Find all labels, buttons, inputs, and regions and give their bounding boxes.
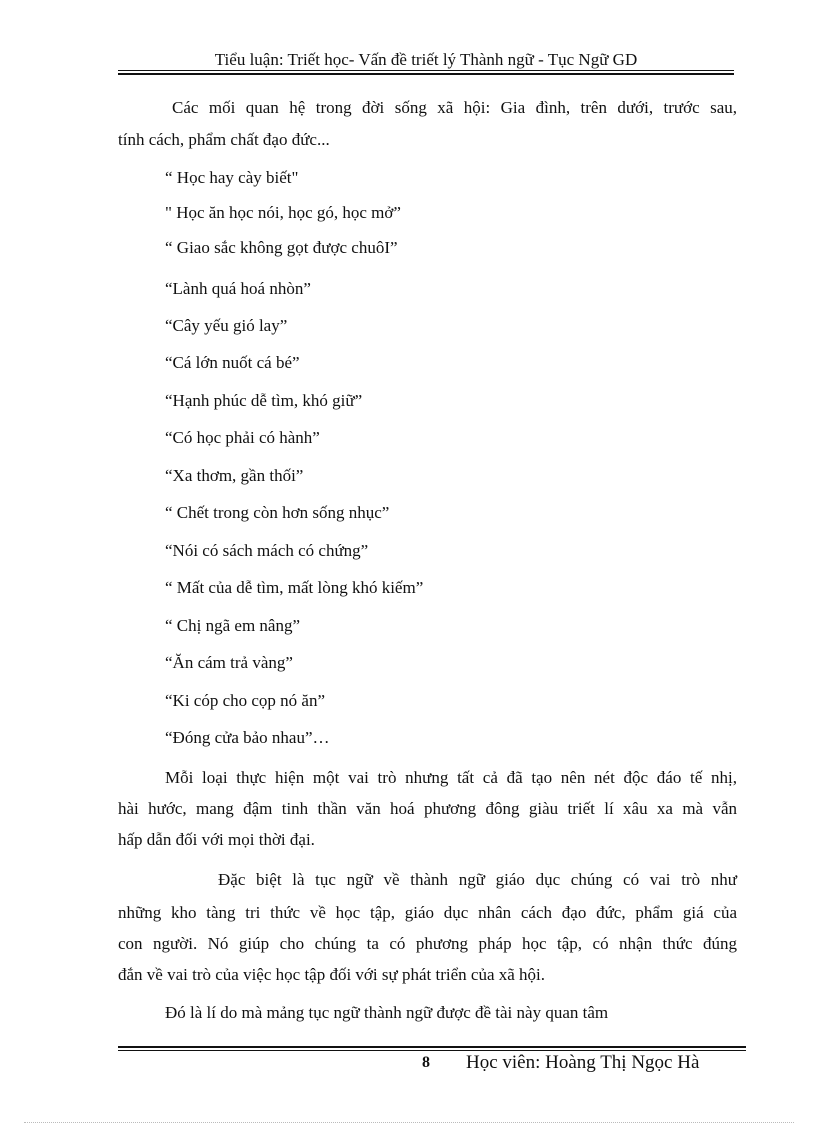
header-title: Tiểu luận: Triết học- Vấn đề triết lý Thành ngữ - Tục Ngữ GD — [214, 50, 638, 69]
proverb-item: “ Chết trong còn hơn sống nhục” — [165, 503, 390, 522]
para1-line-3: hấp dẫn đối với mọi thời đại. — [118, 830, 315, 849]
para2-line-2: những kho tàng tri thức về học tập, giáo dục nhân cách đạo đức, phẩm giá của — [118, 903, 737, 922]
proverb-item: “ Học hay cày biết" — [165, 168, 299, 187]
proverb-item: “ Chị ngã em nâng” — [165, 616, 301, 635]
page-number: 8 — [422, 1054, 430, 1071]
proverb-item: “Hạnh phúc dễ tìm, khó giữ” — [165, 391, 363, 410]
intro-line-1: Các mối quan hệ trong đời sống xã hội: Gia đình, trên dưới, trước sau, — [172, 98, 737, 117]
proverb-item: “Có học phải có hành” — [165, 428, 320, 447]
proverb-item: “Ki cóp cho cọp nó ăn” — [165, 691, 326, 710]
proverb-item: “Cây yếu gió lay” — [165, 316, 288, 335]
proverb-item: “Xa thơm, gần thối” — [165, 466, 304, 485]
proverb-item: “ Giao sắc không gọt được chuôI” — [165, 238, 398, 257]
proverb-item: " Học ăn học nói, học gó, học mở” — [165, 203, 401, 222]
para2-line-4: đắn về vai trò của việc học tập đối với sự phát triển của xã hội. — [118, 965, 546, 984]
proverb-item: “Ăn cám trả vàng” — [165, 653, 293, 672]
para1-line-1: Mỗi loại thực hiện một vai trò nhưng tất cả đã tạo nên nét độc đáo tế nhị, — [165, 768, 737, 787]
intro-line-2: tính cách, phẩm chất đạo đức... — [118, 130, 330, 149]
para1-line-2: hài hước, mang đậm tinh thần văn hoá phương đông giàu triết lí xâu xa mà vẫn — [118, 799, 737, 818]
footer-author: Học viên: Hoàng Thị Ngọc Hà — [466, 1052, 700, 1073]
proverb-item: “Nói có sách mách có chứng” — [165, 541, 369, 560]
footer-divider — [118, 1046, 746, 1051]
proverb-item: “ Mất của dễ tìm, mất lòng khó kiếm” — [165, 578, 424, 597]
proverb-item: “Đóng cửa bảo nhau”… — [165, 728, 330, 747]
proverb-item: “Lành quá hoá nhòn” — [165, 279, 311, 298]
para3-line-1: Đó là lí do mà mảng tục ngữ thành ngữ được đề tài này quan tâm — [165, 1003, 609, 1022]
para2-line-3: con người. Nó giúp cho chúng ta có phương pháp học tập, có nhận thức đúng — [118, 934, 737, 953]
proverb-item: “Cá lớn nuốt cá bé” — [165, 353, 300, 372]
para2-line-1: Đặc biệt là tục ngữ về thành ngữ giáo dục chúng có vai trò như — [218, 870, 737, 889]
header-divider — [118, 70, 734, 75]
